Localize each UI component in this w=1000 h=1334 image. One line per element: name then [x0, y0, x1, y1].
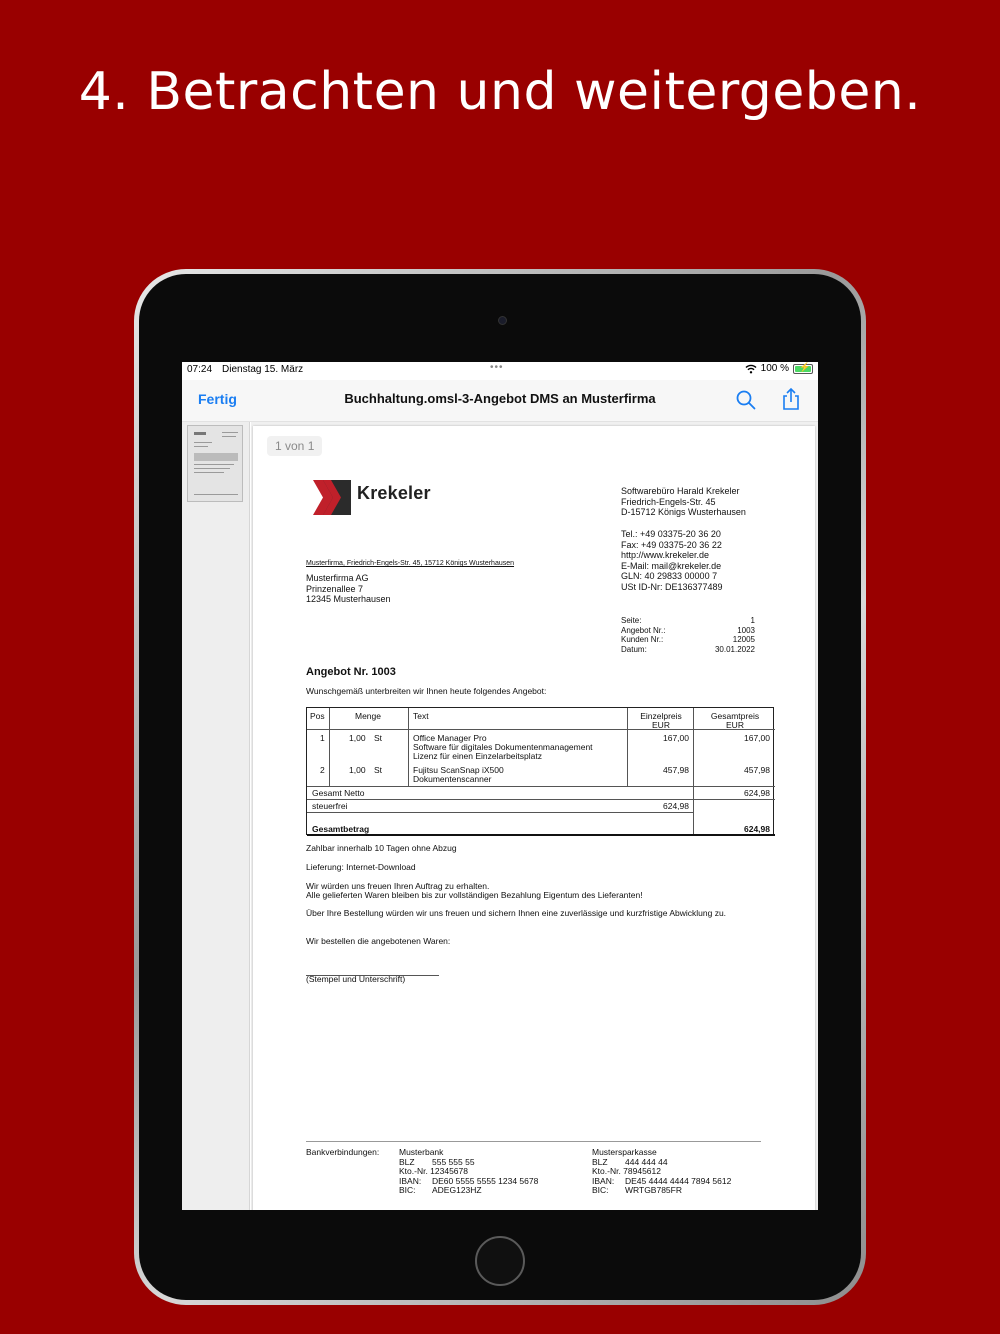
total-value: 624,98: [744, 824, 770, 834]
contact-fax: Fax: +49 03375-20 36 22: [621, 539, 722, 550]
row2-pos: 2: [320, 765, 325, 775]
bank-2: Mustersparkasse BLZ 444 444 44 Kto.-Nr. 78945612 IBAN: DE45 4444 4444 7894 5612 BIC: WRTGB785FR: [592, 1147, 732, 1195]
seller-address: [621, 486, 746, 518]
row1-einzelpreis: 167,00: [663, 733, 689, 743]
row1-unit: St: [374, 733, 383, 743]
wifi-icon: [745, 364, 757, 374]
bank2-kto: Kto.-Nr. 78945612: [592, 1166, 661, 1176]
bank-1: Musterbank BLZ 555 555 55 Kto.-Nr. 12345678 IBAN: DE60 5555 5555 1234 5678 BIC: ADEG123HZ: [399, 1147, 539, 1195]
col-header-pos: Pos: [310, 711, 325, 721]
row2-text1: Fujitsu ScanSnap iX500: [413, 765, 504, 775]
bank2-name: Mustersparkasse: [592, 1147, 657, 1157]
thanks-note-1: Wir würden uns freuen Ihren Auftrag zu erhalten.: [306, 881, 490, 891]
document-page: [253, 426, 815, 1210]
netto-value: 624,98: [744, 788, 770, 798]
row1-menge: 1,00: [349, 733, 366, 743]
netto-label: Gesamt Netto: [312, 788, 365, 798]
thanks-note-2: Alle gelieferten Waren bleiben bis zur vollständigen Bezahlung Eigentum des Lieferanten!: [306, 890, 643, 900]
offer-table: [306, 707, 774, 835]
offer-meta: [621, 616, 755, 654]
ipad-screen: [182, 362, 818, 1210]
row1-pos: 1: [320, 733, 325, 743]
contact-gln: GLN: 40 29833 00000 7: [621, 571, 718, 582]
row2-menge: 1,00: [349, 765, 366, 775]
page-counter: 1 von 1: [267, 436, 322, 456]
seller-name: Softwarebüro Harald Krekeler: [621, 486, 740, 496]
col-header-gesamtpreis: Gesamtpreis: [710, 711, 760, 721]
navigation-bar: [182, 380, 818, 422]
document-viewer[interactable]: [251, 422, 818, 1210]
home-button[interactable]: [475, 1236, 525, 1286]
logo-text: Krekeler: [357, 483, 431, 503]
signature-label: (Stempel und Unterschrift): [306, 974, 406, 984]
meta-row: Seite: 1: [621, 616, 755, 625]
bank1-kto: Kto.-Nr. 12345678: [399, 1166, 468, 1176]
sender-line: Musterfirma, Friedrich-Engels-Str. 45, 15712 Königs Wusterhausen: [306, 560, 515, 567]
battery-icon: ⚡: [793, 364, 813, 374]
contact-tel: Tel.: +49 03375-20 36 20: [621, 529, 721, 539]
front-camera: [498, 316, 507, 325]
row2-gesamtpreis: 457,98: [744, 765, 770, 775]
status-date: Dienstag 15. März: [222, 364, 304, 375]
battery-percent: 100 %: [760, 363, 789, 374]
bank1-name: Musterbank: [399, 1147, 444, 1157]
document-title: Buchhaltung.omsl-3-Angebot DMS an Musterfirma: [344, 391, 656, 406]
recipient-city: 12345 Musterhausen: [306, 594, 391, 605]
status-time: 07:24: [187, 364, 213, 375]
seller-city: D-15712 Königs Wusterhausen: [621, 507, 746, 518]
row2-unit: St: [374, 765, 383, 775]
total-label: Gesamtbetrag: [312, 824, 370, 834]
status-bar: [182, 362, 818, 380]
page-thumbnail[interactable]: [187, 425, 243, 502]
multitasking-dots[interactable]: •••: [490, 362, 504, 373]
headline: 4. Betrachten und weitergeben.: [78, 62, 922, 122]
contact-ust: USt ID-Nr: DE136377489: [621, 581, 723, 592]
thumbnail-sidebar: [182, 422, 250, 1210]
recipient-address: [306, 573, 391, 605]
col-header-gesamtpreis-unit: EUR: [726, 720, 744, 730]
row1-text2: Software für digitales Dokumentenmanagement: [413, 742, 593, 752]
col-header-menge: Menge: [355, 711, 381, 721]
recipient-street: Prinzenallee 7: [306, 583, 364, 594]
contact-email: E-Mail: mail@krekeler.de: [621, 560, 722, 571]
col-header-einzelpreis-unit: EUR: [652, 720, 670, 730]
done-button[interactable]: Fertig: [198, 391, 237, 407]
seller-contact: [621, 529, 723, 593]
footer-divider: [306, 1141, 761, 1142]
row1-text3: Lizenz für einen Einzelarbeitsplatz: [413, 751, 542, 761]
col-header-einzelpreis: Einzelpreis: [640, 711, 682, 721]
row1-text1: Office Manager Pro: [413, 733, 487, 743]
col-header-text: Text: [413, 711, 429, 721]
row1-gesamtpreis: 167,00: [744, 733, 770, 743]
seller-street: Friedrich-Engels-Str. 45: [621, 496, 716, 507]
krekeler-logo-mark: [313, 480, 351, 515]
recipient-name: Musterfirma AG: [306, 573, 369, 583]
search-icon[interactable]: [735, 389, 757, 411]
bank-label: Bankverbindungen:: [306, 1147, 380, 1157]
meta-row: Datum: 30.01.2022: [621, 644, 755, 654]
meta-row: Kunden Nr.: 12005: [621, 635, 755, 645]
offer-title: Angebot Nr. 1003: [306, 666, 396, 678]
share-icon[interactable]: [780, 387, 802, 411]
row2-text2: Dokumentenscanner: [413, 774, 492, 784]
meta-row: Angebot Nr.: 1003: [621, 625, 755, 635]
row2-einzelpreis: 457,98: [663, 765, 689, 775]
offer-intro: Wunschgemäß unterbreiten wir Ihnen heute folgendes Angebot:: [306, 686, 547, 696]
tax-value: 624,98: [663, 801, 689, 811]
status-right: [745, 363, 813, 374]
delivery-note: Lieferung: Internet-Download: [306, 862, 416, 872]
contact-web: http://www.krekeler.de: [621, 550, 710, 561]
closing-note: Über Ihre Bestellung würden wir uns freuen und sichern Ihnen eine zuverlässige und kurzfristige Abwicklung zu.: [306, 908, 727, 918]
tax-label: steuerfrei: [312, 801, 348, 811]
payment-note: Zahlbar innerhalb 10 Tagen ohne Abzug: [306, 843, 457, 853]
order-note: Wir bestellen die angebotenen Waren:: [306, 936, 451, 946]
